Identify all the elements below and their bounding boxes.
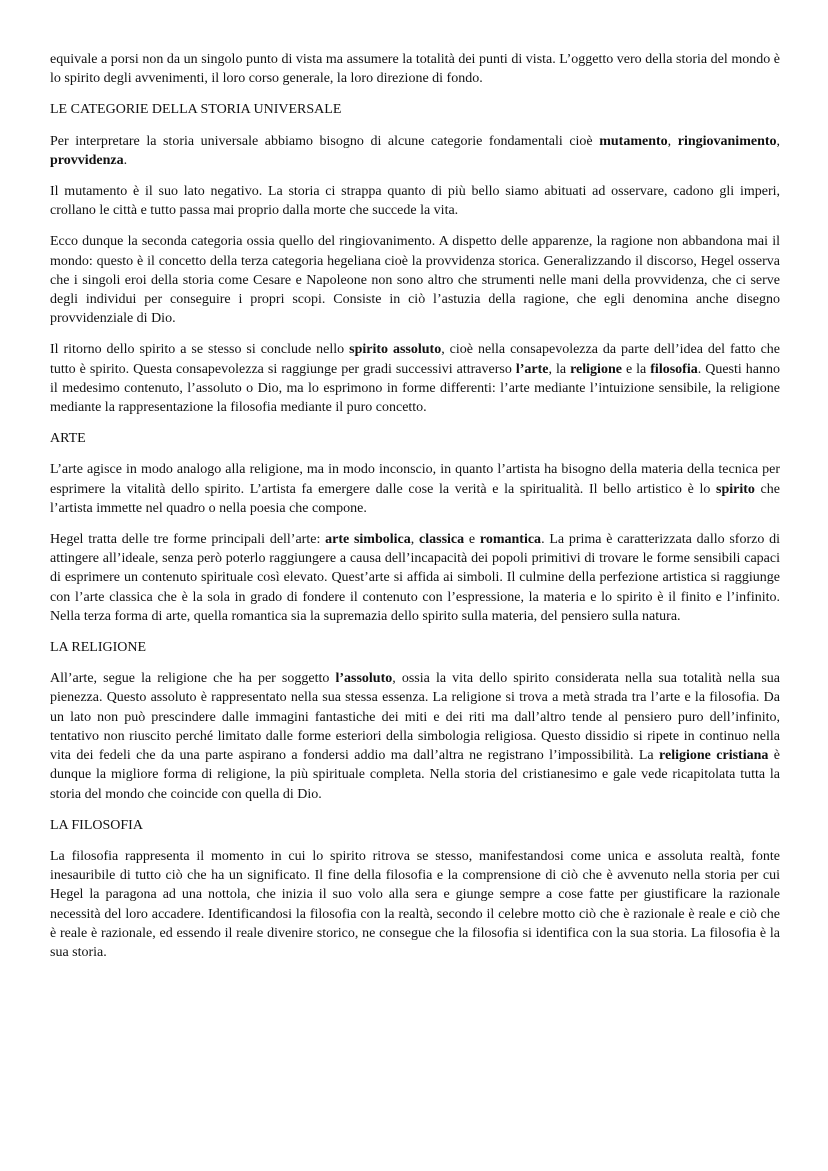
text-run: Ecco dunque la seconda categoria ossia quello del ringiovanimento. A dispetto delle apparenze, la ragione non abbandona mai il mondo: questo è il concetto della terza categoria hegeliana cioè la provvidenza storica. Generalizzando il discorso, Hegel osserva che i singoli eroi della storia come Cesare e Napoleone non sono altro che strumenti nelle mani della provvidenza, che ci serve degli individui per conseguire i propri scopi. Consiste in ciò l’astuzia della ragione, che egli denomina anche disegno provvidenziale di Dio. — [50, 234, 780, 327]
text-run: ARTE — [50, 431, 86, 447]
bold-term: arte simbolica — [325, 532, 411, 548]
bold-term: l’assoluto — [335, 671, 393, 687]
text-run: , ossia la vita dello spirito considerata nella sua totalità nella sua pienezza. Questo assoluto è rappresentato nella sua stessa essenza. La religione si trova a metà strada tra l’arte e la filosofia. Da un lato non può prescindere dalle immagini fantastiche dei miti e dei riti ma dall’altro tende al pensiero puro dell’infinito, tentativo non riuscito perché limitato dalle forme esteriori della simbologia religiosa. Questo dissidio si ripete in continuo nella vita dei fedeli che da una parte aspirano a fondersi addio ma dall’altra ne registrano l’impossibilità. La — [50, 671, 780, 764]
text-run: Hegel tratta delle tre forme principali dell’arte: — [50, 532, 326, 548]
text-run: All’arte, segue la religione che ha per soggetto — [50, 671, 336, 687]
text-run: , — [776, 133, 781, 149]
text-run: . La prima è caratterizzata dallo sforzo di attingere all’ideale, senza però poterlo raggiungere a causa dell’incapacità dei popoli primitivi di trovare le forme sensibili capaci di esprimere un contenuto spirituale così elevato. Quest’arte si affida ai simboli. Il culmine della perfezione artistica si raggiunge con l’arte classica che è la sola in grado di fondere il contenuto con l’espressione, la materia e lo spirito è il finito e l’infinito. Nella terza forma di arte, quella romantica sia la supremazia dello spirito sulla materia, del pensiero sulla natura. — [50, 532, 781, 624]
section-heading — [50, 429, 780, 448]
bold-term: mutamento — [599, 133, 668, 149]
bold-term: classica — [419, 532, 465, 548]
bold-term: l’arte — [515, 361, 549, 377]
paragraph — [50, 530, 780, 626]
text-run: LA RELIGIONE — [50, 640, 147, 656]
text-run: e — [464, 532, 480, 548]
text-run: , — [410, 532, 420, 548]
text-run: Per interpretare la storia universale abbiamo bisogno di alcune categorie fondamentali cioè — [50, 133, 600, 149]
text-run: , cioè nella consapevolezza da parte dell’idea del fatto che tutto è spirito. Questa consapevolezza si raggiunge per gradi successivi attraverso — [50, 342, 780, 377]
document-page — [50, 50, 780, 974]
text-run: . — [123, 152, 128, 168]
paragraph — [50, 847, 780, 962]
text-run: L’arte agisce in modo analogo alla religione, ma in modo inconscio, in quanto l’artista ha bisogno della materia della tecnica per esprimere la vitalità dello spirito. L’artista fa emergere dalle cose la verità e la spiritualità. Il bello artistico è lo — [50, 462, 780, 497]
text-run: che l’artista immette nel quadro o nella poesia che compone. — [50, 481, 780, 516]
bold-term: romantica — [479, 532, 542, 548]
paragraph — [50, 132, 780, 170]
paragraph — [50, 340, 780, 417]
section-heading — [50, 816, 780, 835]
paragraph — [50, 232, 780, 328]
section-heading — [50, 638, 780, 657]
paragraph — [50, 460, 780, 518]
bold-term: ringiovanimento — [677, 133, 777, 149]
text-run: Il ritorno dello spirito a se stesso si conclude nello — [50, 342, 350, 358]
text-run: LA FILOSOFIA — [50, 817, 143, 833]
section-heading — [50, 100, 780, 119]
text-run: , — [667, 133, 678, 149]
text-run: LE CATEGORIE DELLA STORIA UNIVERSALE — [50, 102, 342, 118]
text-run: equivale a porsi non da un singolo punto di vista ma assumere la totalità dei punti di vista. L’oggetto vero della storia del mondo è lo spirito degli avvenimenti, il loro corso generale, la loro direzione di fondo. — [50, 52, 780, 87]
bold-term: religione cristiana — [659, 748, 769, 764]
bold-term: spirito assoluto — [349, 342, 442, 358]
text-run: , la — [548, 361, 571, 377]
bold-term: spirito — [716, 481, 755, 497]
text-run: . Questi hanno il medesimo contenuto, l’assoluto o Dio, ma lo esprimono in forme differenti: l’arte mediante l’intuizione sensibile, la religione mediante la rappresentazione la filosofia mediante il puro concetto. — [50, 361, 780, 416]
bold-term: religione — [570, 361, 622, 377]
text-run: e la — [621, 361, 651, 377]
paragraph — [50, 182, 780, 220]
text-run: è dunque la migliore forma di religione, la più spirituale completa. Nella storia del cristianesimo e gale vede ricapitolata tutta la storia del mondo che coincide con quella di Dio. — [50, 748, 780, 802]
text-run: Il mutamento è il suo lato negativo. La storia ci strappa quanto di più bello siamo abituati ad osservare, cadono gli imperi, crollano le città e tutto passa mai proprio dalla morte che succede la vita. — [50, 184, 780, 219]
paragraph — [50, 50, 780, 88]
bold-term: provvidenza — [50, 152, 124, 168]
paragraph — [50, 669, 780, 803]
bold-term: filosofia — [650, 361, 698, 377]
text-run: La filosofia rappresenta il momento in cui lo spirito ritrova se stesso, manifestandosi come unica e assoluta realtà, fonte inesauribile di tutto ciò che ha un significato. Il fine della filosofia e la comprensione di ciò che è avvenuto nella storia per cui Hegel la paragona ad una nottola, che inizia il suo volo alla sera e giunge sempre a cose fatte per giustificare la razionale necessità del loro accadere. Identificandosi la filosofia con la realtà, secondo il celebre motto ciò che è razionale è reale e ciò che è reale è razionale, ed essendo il reale divenire storico, ne consegue che la filosofia si identifica con la sua storia. La filosofia è la sua storia. — [50, 848, 780, 960]
